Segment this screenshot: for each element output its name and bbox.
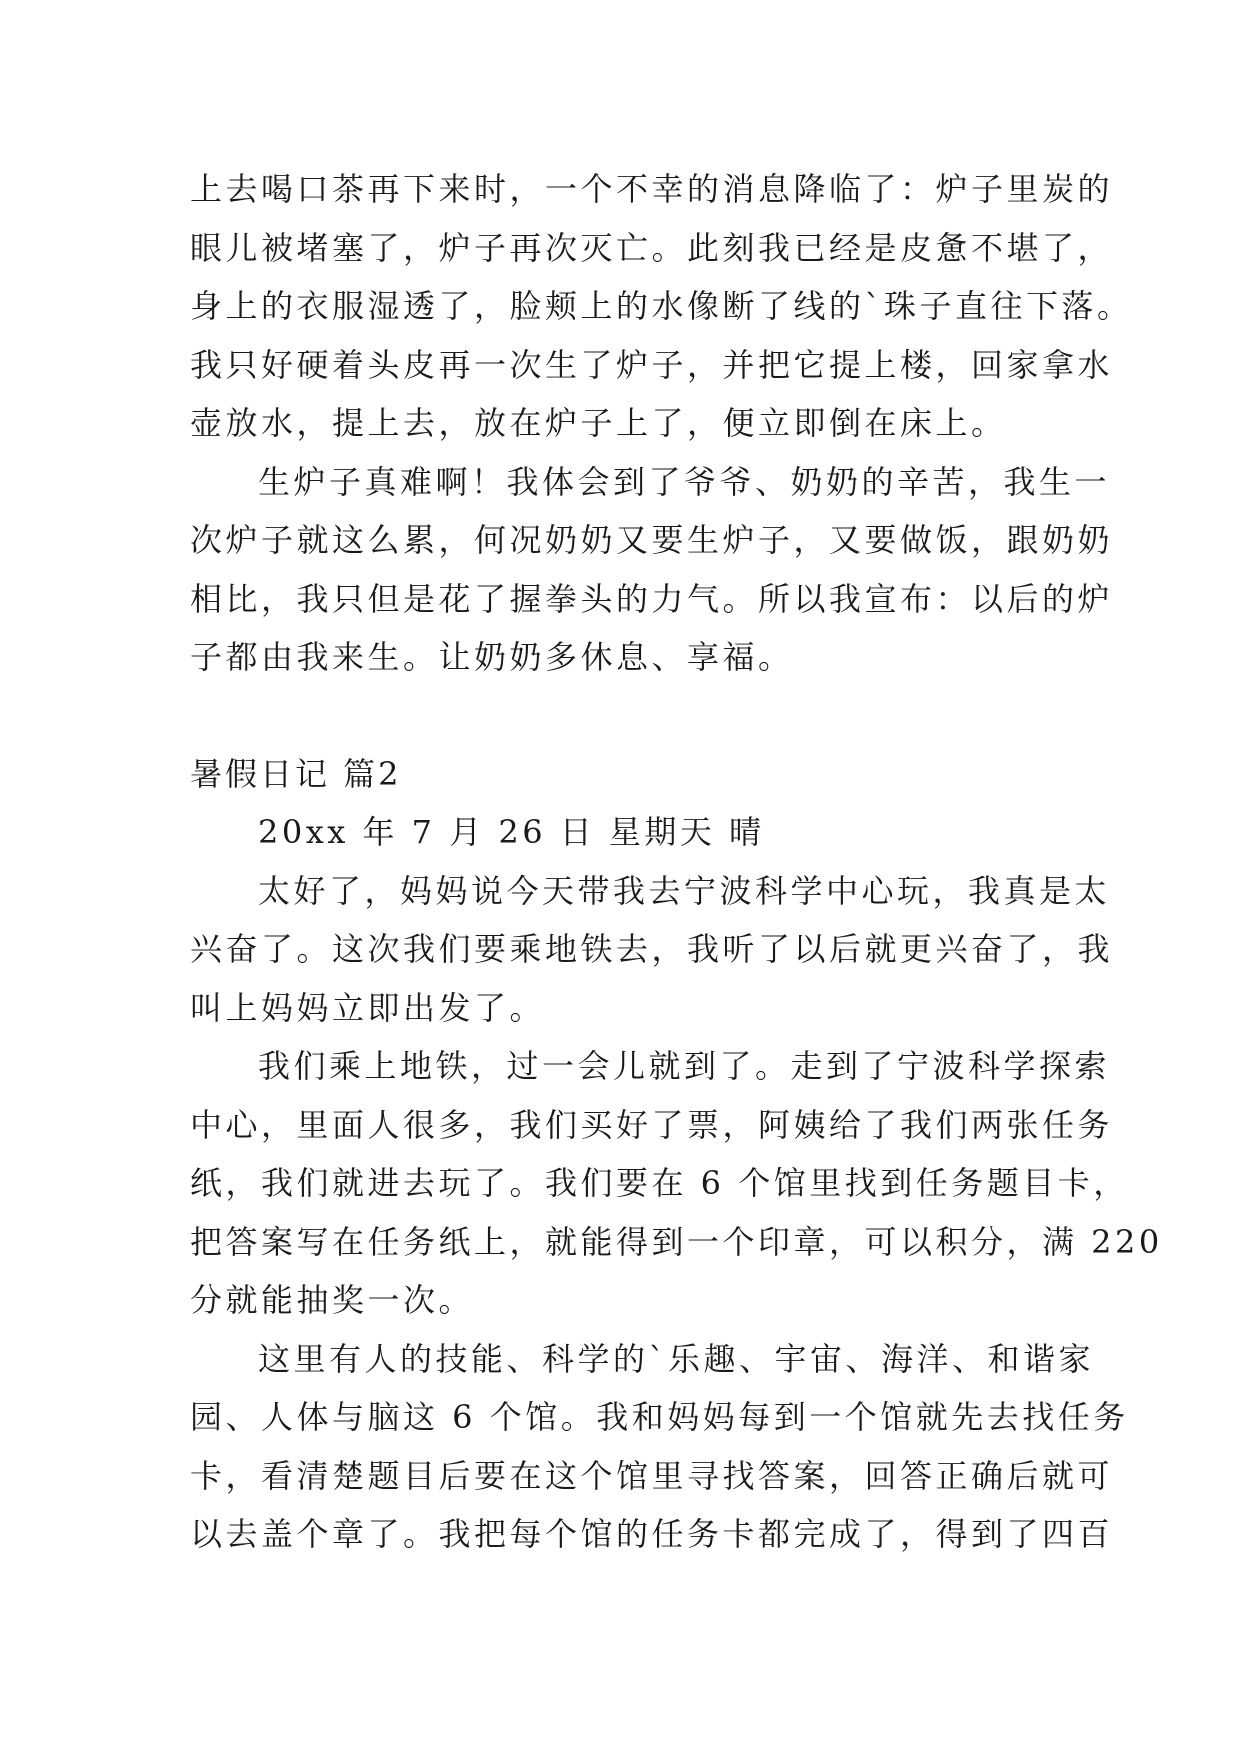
text-line: 把答案写在任务纸上，就能得到一个印章，可以积分，满 220 xyxy=(190,1222,1163,1261)
document-page xyxy=(190,160,1163,1564)
date-line: 20xx 年 7 月 26 日 星期天 晴 xyxy=(258,813,765,851)
text-line: 园、人体与脑这 6 个馆。我和妈妈每到一个馆就先去找任务 xyxy=(190,1398,1129,1436)
section-gap xyxy=(190,687,1060,745)
text-line: 我们乘上地铁，过一会儿就到了。走到了宁波科学探索 xyxy=(258,1047,1111,1085)
paragraph-2 xyxy=(190,453,1114,687)
text-line: 中心，里面人很多，我们买好了票，阿姨给了我们两张任务 xyxy=(190,1105,1114,1144)
text-line: 兴奋了。这次我们要乘地铁去，我听了以后就更兴奋了，我 xyxy=(190,930,1114,968)
text-line: 我只好硬着头皮再一次生了炉子，并把它提上楼，回家拿水 xyxy=(190,345,1114,384)
text-line: 生炉子真难啊！我体会到了爷爷、奶奶的辛苦，我生一 xyxy=(258,462,1111,501)
text-line: 这里有人的技能、科学的`乐趣、宇宙、海洋、和谐家 xyxy=(258,1339,1095,1378)
text-line: 上去喝口茶再下来时，一个不幸的消息降临了：炉子里炭的 xyxy=(190,170,1114,208)
paragraph-1 xyxy=(190,160,1133,453)
text-line: 身上的衣服湿透了，脸颊上的水像断了线的`珠子直往下落。 xyxy=(190,287,1133,325)
paragraph-3 xyxy=(190,862,1114,1038)
text-line: 相比，我只但是花了握拳头的力气。所以我宣布：以后的炉 xyxy=(190,579,1114,618)
text-line: 子都由我来生。让奶奶多休息、享福。 xyxy=(190,638,794,676)
text-line: 以去盖个章了。我把每个馆的任务卡都完成了，得到了四百 xyxy=(190,1515,1114,1553)
text-line: 次炉子就这么累，何况奶奶又要生炉子，又要做饭，跟奶奶 xyxy=(190,521,1114,559)
paragraph-5 xyxy=(190,1330,1129,1564)
text-line: 卡，看清楚题目后要在这个馆里寻找答案，回答正确后就可 xyxy=(190,1456,1114,1495)
text-line: 分就能抽奖一次。 xyxy=(190,1281,475,1319)
paragraph-4 xyxy=(190,1037,1163,1330)
text-line: 太好了，妈妈说今天带我去宁波科学中心玩，我真是太 xyxy=(258,871,1111,910)
text-line: 叫上妈妈立即出发了。 xyxy=(190,988,546,1027)
text-line: 眼儿被堵塞了，炉子再次灭亡。此刻我已经是皮惫不堪了， xyxy=(190,228,1114,267)
section-title: 暑假日记 篇2 xyxy=(190,754,402,793)
text-line: 壶放水，提上去，放在炉子上了，便立即倒在床上。 xyxy=(190,404,1007,442)
text-line: 纸，我们就进去玩了。我们要在 6 个馆里找到任务题目卡， xyxy=(190,1164,1129,1202)
